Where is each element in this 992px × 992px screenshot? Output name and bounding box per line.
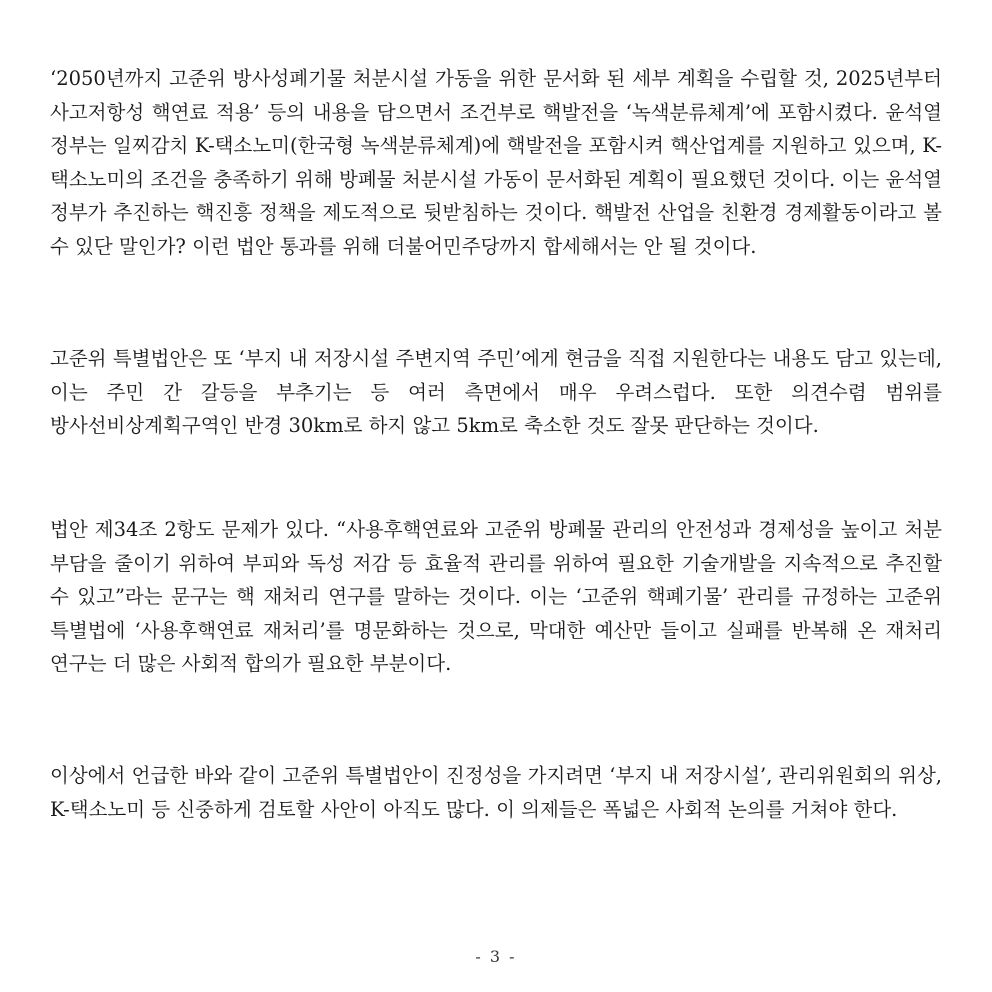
page-number: - 3 -	[475, 947, 517, 966]
paragraph-2: 고준위 특별법안은 또 ‘부지 내 저장시설 주변지역 주민’에게 현금을 직접 지원한다는 내용도 담고 있는데, 이는 주민 간 갈등을 부추기는 등 여러 측면에서 매우 우려스럽다. 또한 의견수렴 범위를 방사선비상계획구역인 반경 30km로 하지 않고 5km로 축소한 것도 잘못 판단하는 것이다.	[50, 347, 942, 438]
paragraph-1: ‘2050년까지 고준위 방사성폐기물 처분시설 가동을 위한 문서화 된 세부 계획을 수립할 것, 2025년부터 사고저항성 핵연료 적용’ 등의 내용을 담으면서 조건부로 핵발전을 ‘녹색분류체계’에 포함시켰다. 윤석열 정부는 일찌감치 K-택소노미(한국형 녹색분류체계)에 핵발전을 포함시켜 핵산업계를 지원하고 있으며, K-택소노미의 조건을 충족하기 위해 방폐물 처분시설 가동이 문서화된 계획이 필요했던 것이다. 이는 윤석열 정부가 추진하는 핵진흥 정책을 제도적으로 뒷받침하는 것이다. 핵발전 산업을 친환경 경제활동이라고 볼 수 있단 말인가? 이런 법안 통과를 위해 더불어민주당까지 합세해서는 안 될 것이다.	[50, 67, 942, 258]
paragraph-3: 법안 제34조 2항도 문제가 있다. “사용후핵연료와 고준위 방폐물 관리의 안전성과 경제성을 높이고 처분 부담을 줄이기 위하여 부피와 독성 저감 등 효율적 관리를 위하여 필요한 기술개발을 지속적으로 추진할 수 있고”라는 문구는 핵 재처리 연구를 말하는 것이다. 이는 ‘고준위 핵폐기물’ 관리를 규정하는 고준위 특별법에 ‘사용후핵연료 재처리’를 명문화하는 것으로, 막대한 예산만 들이고 실패를 반복해 온 재처리 연구는 더 많은 사회적 합의가 필요한 부분이다.	[50, 518, 942, 676]
paragraph-4: 이상에서 언급한 바와 같이 고준위 특별법안이 진정성을 가지려면 ‘부지 내 저장시설’, 관리위원회의 위상, K-택소노미 등 신중하게 검토할 사안이 아직도 많다. 이 의제들은 폭넓은 사회적 논의를 거쳐야 한다.	[50, 764, 942, 821]
